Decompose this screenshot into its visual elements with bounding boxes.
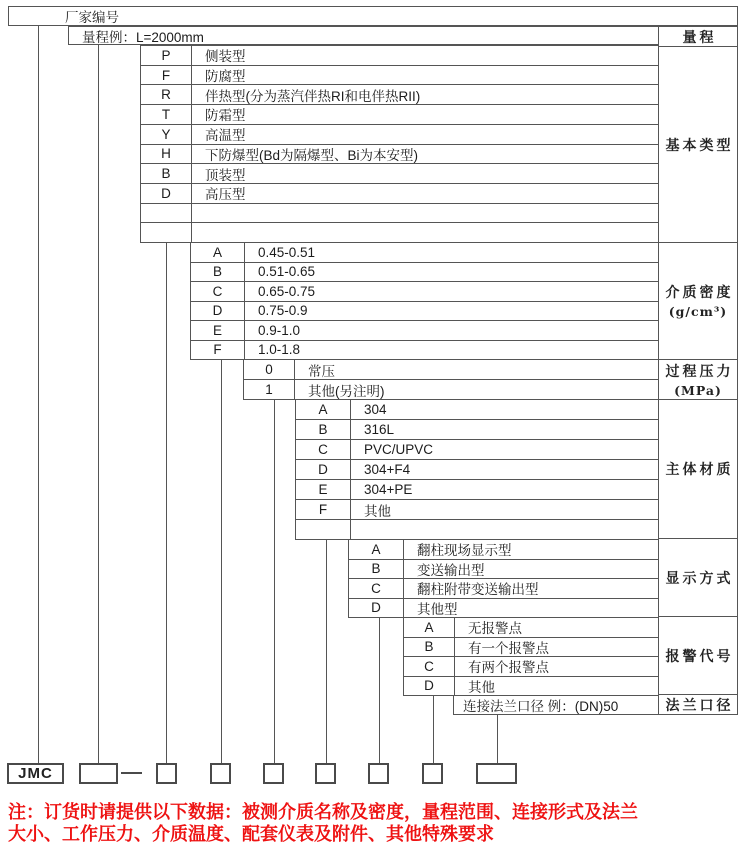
- option-row: [141, 46, 658, 65]
- option-row: [296, 499, 658, 519]
- option-desc: 侧装型: [205, 49, 246, 65]
- section-basic-type: [140, 45, 659, 243]
- option-row: [191, 340, 658, 360]
- option-row: [141, 222, 658, 242]
- option-row: [244, 360, 658, 379]
- code-box-process-pressure: [263, 763, 284, 784]
- option-code: R: [141, 85, 192, 104]
- connector-line: [326, 539, 327, 764]
- option-code: A: [349, 540, 404, 559]
- option-code: C: [296, 440, 351, 459]
- option-desc: 高温型: [205, 128, 246, 144]
- option-row: [349, 598, 658, 618]
- label-process-pressure: 过程压力 (MPa): [659, 359, 737, 399]
- option-code: D: [191, 302, 245, 321]
- option-row: [404, 656, 658, 676]
- option-code: F: [296, 500, 351, 519]
- option-code: P: [141, 46, 192, 65]
- option-code: A: [191, 243, 245, 262]
- option-desc: [192, 204, 658, 223]
- option-row: [296, 400, 658, 419]
- option-code: D: [349, 599, 404, 618]
- option-row: [404, 618, 658, 637]
- option-row: [141, 84, 658, 104]
- option-desc: 其他(另注明): [308, 383, 385, 399]
- option-desc: 翻柱附带变送输出型: [417, 582, 539, 598]
- option-desc: 下防爆型(Bd为隔爆型、Bi为本安型): [205, 147, 419, 163]
- option-row: [404, 676, 658, 696]
- section-body-material: [295, 399, 659, 540]
- option-code: 1: [244, 380, 295, 399]
- option-code: B: [191, 263, 245, 282]
- option-code: [141, 204, 192, 223]
- option-desc: [351, 520, 658, 539]
- option-desc: 有两个报警点: [468, 660, 549, 676]
- ordering-note-line2: 大小、工作压力、介质温度、配套仪表及附件、其他特殊要求: [8, 824, 494, 844]
- separator-dash: [121, 772, 142, 774]
- connector-line: [497, 714, 498, 764]
- option-desc: 其他: [468, 679, 495, 695]
- option-desc: 0.45-0.51: [258, 244, 316, 260]
- option-code: T: [141, 105, 192, 124]
- option-code: C: [191, 282, 245, 301]
- section-alarm-code: [403, 617, 659, 696]
- option-desc: 有一个报警点: [468, 640, 549, 656]
- range-example-box: [68, 26, 659, 45]
- option-desc: 其他型: [417, 601, 458, 617]
- option-row: [141, 183, 658, 203]
- option-desc: 顶装型: [205, 167, 246, 183]
- range-example-label: 量程例：L=2000mm: [82, 29, 204, 45]
- option-row: [349, 578, 658, 598]
- option-desc: 其他: [364, 503, 391, 519]
- option-desc: 0.75-0.9: [258, 303, 308, 319]
- option-row: [141, 144, 658, 164]
- model-prefix: JMC: [18, 765, 53, 782]
- option-desc: 0.9-1.0: [258, 322, 301, 338]
- label-alarm-code: 报警代号: [659, 616, 737, 694]
- option-row: [296, 419, 658, 439]
- option-desc: PVC/UPVC: [364, 442, 434, 457]
- option-code: B: [296, 420, 351, 439]
- label-medium-density: 介质密度 (g/cm³): [659, 242, 737, 358]
- option-code: Y: [141, 125, 192, 144]
- section-process-pressure: [243, 359, 659, 400]
- connector-line: [38, 25, 39, 764]
- section-medium-density: [190, 242, 659, 360]
- option-desc: 变送输出型: [417, 562, 485, 578]
- option-row: [191, 262, 658, 282]
- factory-number-box: [8, 6, 738, 26]
- option-code: [141, 223, 192, 242]
- option-row: [191, 320, 658, 340]
- option-code: F: [141, 66, 192, 85]
- connector-line: [221, 359, 222, 764]
- option-desc: 304+PE: [364, 482, 413, 497]
- option-row: [191, 301, 658, 321]
- option-code: H: [141, 145, 192, 164]
- option-desc: 0.51-0.65: [258, 264, 316, 280]
- option-row: [349, 559, 658, 579]
- option-code: B: [404, 638, 455, 657]
- option-desc: 0.65-0.75: [258, 283, 316, 299]
- connector-line: [274, 399, 275, 764]
- label-basic-type: 基本类型: [659, 46, 737, 242]
- factory-number-label: 厂家编号: [65, 10, 119, 25]
- option-desc: 1.0-1.8: [258, 342, 301, 358]
- code-box-display-mode: [368, 763, 389, 784]
- option-desc: 常压: [308, 363, 335, 379]
- code-box-body-material: [315, 763, 336, 784]
- option-row: [141, 124, 658, 144]
- code-box-basic-type: [156, 763, 177, 784]
- option-code: D: [404, 677, 455, 696]
- label-range: 量程: [682, 29, 717, 46]
- option-desc: 防霜型: [205, 108, 246, 124]
- connector-line: [433, 695, 434, 764]
- option-row: [349, 540, 658, 559]
- option-desc: 高压型: [205, 187, 246, 203]
- option-desc: 316L: [364, 422, 395, 437]
- option-code: E: [191, 321, 245, 340]
- option-code: [296, 520, 351, 539]
- option-desc: 伴热型(分为蒸汽伴热RI和电伴热RII): [205, 88, 421, 104]
- option-row: [296, 519, 658, 539]
- option-code: D: [296, 460, 351, 479]
- option-desc: 翻柱现场显示型: [417, 543, 512, 559]
- section-flange-size: [453, 695, 659, 715]
- connector-line: [98, 44, 99, 764]
- option-row: [191, 281, 658, 301]
- connector-line: [166, 242, 167, 764]
- option-row: [191, 243, 658, 262]
- option-code: C: [404, 657, 455, 676]
- option-code: A: [296, 400, 351, 419]
- option-code: E: [296, 480, 351, 499]
- option-desc: 无报警点: [468, 621, 522, 637]
- option-desc: 304: [364, 402, 387, 417]
- model-prefix-box: [7, 763, 64, 784]
- option-code: 0: [244, 360, 295, 379]
- category-label-column: [658, 26, 738, 715]
- ordering-note-line1: 注：订货时请提供以下数据：被测介质名称及密度，量程范围、连接形式及法兰: [8, 802, 638, 822]
- option-desc: 304+F4: [364, 462, 411, 477]
- option-desc: 连接法兰口径 例：(DN)50: [463, 699, 619, 714]
- option-row: [454, 696, 658, 714]
- option-desc: [192, 223, 658, 242]
- code-box-medium-density: [210, 763, 231, 784]
- option-row: [141, 163, 658, 183]
- option-code: B: [141, 164, 192, 183]
- option-row: [141, 65, 658, 85]
- option-row: [404, 637, 658, 657]
- section-display-mode: [348, 539, 659, 618]
- option-row: [296, 459, 658, 479]
- label-body-material: 主体材质: [659, 399, 737, 538]
- ordering-note: [8, 801, 748, 845]
- option-code: B: [349, 560, 404, 579]
- option-row: [141, 203, 658, 223]
- code-box-alarm-code: [422, 763, 443, 784]
- option-row: [296, 479, 658, 499]
- connector-line: [379, 617, 380, 764]
- option-desc: 防腐型: [205, 69, 246, 85]
- label-display-mode: 显示方式: [659, 538, 737, 616]
- option-row: [141, 104, 658, 124]
- option-code: F: [191, 341, 245, 360]
- code-box-flange-size: [476, 763, 517, 784]
- code-box-range: [79, 763, 118, 784]
- option-code: A: [404, 618, 455, 637]
- label-flange-size: 法兰口径: [659, 694, 737, 714]
- option-row: [296, 439, 658, 459]
- option-code: D: [141, 184, 192, 203]
- option-row: [244, 379, 658, 399]
- option-code: C: [349, 579, 404, 598]
